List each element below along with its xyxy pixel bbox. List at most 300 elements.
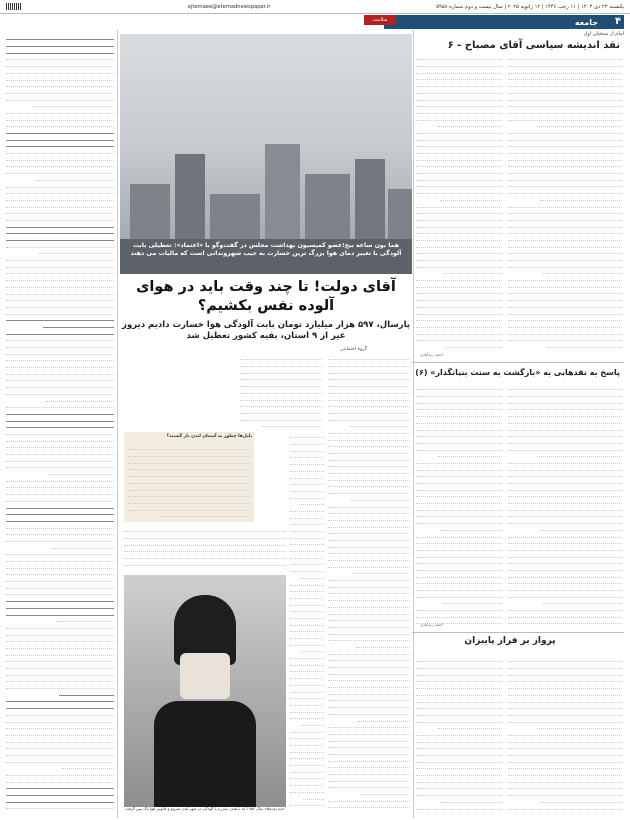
text-line [416,281,502,287]
text-line [416,676,502,682]
text-line [508,208,622,214]
text-line [128,504,250,510]
text-line [416,308,502,314]
text-line [416,154,502,160]
text-line [328,755,410,761]
text-line [128,451,250,457]
text-line [416,551,502,557]
text-line [416,783,502,789]
text-line [290,686,324,692]
text-line [416,295,502,301]
text-line [416,770,502,776]
text-line [290,593,324,599]
text-line [416,730,502,736]
text-line [6,442,114,448]
text-line [508,578,622,584]
text-line [290,465,324,471]
bottom-photo-caption: «مه دوده‌ها» سال ۱۹۵۲ که با هدف مبارزه با آلودگی در شهر لندن شروع و قانونی هوا پاک پس گرفت [125,806,285,811]
text-line [508,391,622,397]
text-line [416,558,502,564]
text-line [6,556,114,562]
text-line [416,511,502,517]
text-line [6,34,114,40]
text-line [508,803,622,809]
text-line [328,762,410,768]
text-line [416,335,502,341]
text-line [416,790,502,796]
text-line [416,545,502,551]
text-line [328,795,410,801]
text-line [540,194,622,200]
text-line [290,807,324,811]
text-line [6,736,114,742]
text-line [416,585,502,591]
text-line [128,491,250,497]
section-title: جامعه [574,17,598,27]
text-line [290,479,324,485]
text-line [508,141,622,147]
text-line [290,579,324,585]
text-line [6,114,114,120]
text-line [508,531,622,537]
text-line [6,409,114,415]
text-line [6,302,114,308]
text-line [416,611,502,617]
text-line [508,328,622,334]
text-line [416,669,502,675]
text-line [6,54,114,60]
text-line [508,571,622,577]
text-line [6,382,114,388]
text-line [328,575,410,581]
text-line [508,464,622,470]
text-line [416,696,502,702]
text-line [508,54,622,60]
text-line [416,424,502,430]
text-line [128,464,250,470]
text-line [6,783,114,789]
text-line [416,438,502,444]
text-line [328,722,410,728]
text-line [508,261,622,267]
text-line [290,599,324,605]
text-line [508,551,622,557]
text-line [508,424,622,430]
text-line [508,504,622,510]
text-line [416,128,502,134]
text-line [508,611,622,617]
text-line [438,723,503,729]
text-line [508,74,622,80]
text-line [416,458,502,464]
main-column-text-3 [290,432,324,810]
text-line [6,790,114,796]
text-line [6,602,114,608]
text-line [290,526,324,532]
text-line [328,682,410,688]
text-line [328,775,410,781]
text-line [416,301,502,307]
text-line [416,663,502,669]
text-line [508,750,622,756]
main-column-text-5 [124,526,286,572]
text-line [508,61,622,67]
text-line [290,679,324,685]
text-line [56,616,114,622]
text-line [443,598,502,604]
right-column-text-5 [508,656,622,812]
text-line [416,241,502,247]
text-line [290,693,324,699]
text-line [290,486,324,492]
text-line [328,615,410,621]
text-line [6,810,114,814]
text-line [508,790,622,796]
text-line [416,328,502,334]
text-line [416,565,502,571]
text-line [290,613,324,619]
left-column-text [6,34,114,814]
text-line [508,458,622,464]
text-line [416,484,502,490]
text-line [6,730,114,736]
text-line [328,769,410,775]
text-line [6,134,114,140]
text-line [6,576,114,582]
text-line [6,776,114,782]
text-line [6,74,114,80]
text-line [328,595,410,601]
text-line [6,121,114,127]
text-line [508,281,622,287]
text-line [290,766,324,772]
text-line [240,354,322,360]
text-line [328,708,410,714]
text-line [290,472,324,478]
text-line [351,494,410,500]
text-line [6,128,114,134]
text-line [6,342,114,348]
text-line [328,401,410,407]
text-line [328,601,410,607]
text-line [416,736,502,742]
text-line [6,435,114,441]
text-line [290,506,324,512]
right-kicker: امام از منتخبان اول [583,31,624,37]
text-line [328,729,410,735]
text-line [290,726,324,732]
text-line [328,608,410,614]
text-line [416,803,502,809]
text-line [6,756,114,762]
text-line [240,401,322,407]
text-line [416,288,502,294]
text-line [416,148,502,154]
text-line [6,422,114,428]
text-line [328,628,410,634]
right-column-text-6 [416,656,502,812]
text-line [508,67,622,73]
text-line [349,421,411,427]
text-line [416,141,502,147]
text-line [445,342,502,348]
text-line [508,689,622,695]
text-line [416,716,502,722]
text-line [508,94,622,100]
text-line [261,421,323,427]
text-line [290,653,324,659]
text-line [6,723,114,729]
text-line [240,428,322,430]
text-line [416,255,502,261]
text-line [361,789,410,795]
text-line [416,703,502,709]
text-line [508,404,622,410]
text-line [328,501,410,507]
text-line [290,619,324,625]
text-line [290,673,324,679]
text-line [416,810,502,812]
text-line [416,101,502,107]
text-line [6,88,114,94]
text-line [6,335,114,341]
divider [412,632,624,633]
text-line [508,114,622,120]
text-line [416,221,502,227]
text-line [328,622,410,628]
text-line [328,468,410,474]
text-line [416,261,502,267]
text-line [508,756,622,762]
text-line [6,562,114,568]
text-line [508,101,622,107]
section-tag-health: سلامت [364,15,396,25]
text-line [6,475,114,481]
text-line [416,411,502,417]
text-line [6,67,114,73]
text-line [508,444,622,450]
date-line: یکشنبه ۲۳ دی ۱۴۰۳ | ۱۱ رجب ۱۴۴۶ | ۱۲ ژانویه ۲۰۲۵ | سال بیست و دوم شماره ۵۹۵۸ [436,3,624,10]
text-line [290,606,324,612]
text-line [416,478,502,484]
text-line [6,362,114,368]
text-line [438,121,503,127]
text-line [6,148,114,154]
text-line [328,648,410,654]
text-line [328,635,410,641]
text-line [508,618,622,624]
text-line [508,275,622,281]
text-line [508,703,622,709]
text-line [508,315,622,321]
text-line [416,404,502,410]
text-line [328,548,410,554]
sidebar-box-title: بلبل‌ها چطور به آسمان لندن باز گشتند؟ [166,434,252,439]
text-line [328,662,410,668]
text-line [508,301,622,307]
text-line [508,585,622,591]
text-line [124,533,286,539]
text-line [416,683,502,689]
text-line [416,228,502,234]
text-line [416,208,502,214]
text-line [416,215,502,221]
text-line [290,445,324,451]
text-line [301,646,324,652]
london-smog-photo [124,575,286,807]
text-line [328,408,410,414]
text-line [416,538,502,544]
text-line [416,188,502,194]
text-line [328,508,410,514]
text-line [328,735,410,741]
text-line [416,471,502,477]
text-line [290,559,324,565]
text-line [508,295,622,301]
text-line [508,348,622,354]
text-line [33,101,114,107]
text-line [416,174,502,180]
text-line [328,394,410,400]
text-line [416,431,502,437]
right-column-text-1 [508,54,622,354]
text-line [303,793,324,799]
text-line [6,709,114,715]
right-column-text-2 [416,54,502,354]
text-line [302,720,324,726]
text-line [508,397,622,403]
text-line [547,342,622,348]
text-line [240,394,322,400]
text-line [508,663,622,669]
text-line [240,408,322,414]
text-line [328,461,410,467]
text-line [6,81,114,87]
text-line [328,481,410,487]
text-line [6,154,114,160]
text-line [328,361,410,367]
text-line [6,522,114,528]
text-line [508,511,622,517]
text-line [328,387,410,393]
text-line [416,656,502,662]
text-line [416,756,502,762]
column-rule [413,30,414,818]
text-line [508,255,622,261]
text-line [290,633,324,639]
text-line [508,241,622,247]
text-line [6,221,114,227]
text-line [508,783,622,789]
text-line [6,649,114,655]
text-line [290,666,324,672]
group-tag: گروه اجتماعی [340,347,367,352]
text-line [508,471,622,477]
text-line [543,268,622,274]
text-line [416,134,502,140]
text-line [508,538,622,544]
text-line [290,532,324,538]
text-line [6,449,114,455]
text-line [290,713,324,719]
text-line [328,374,410,380]
text-line [416,605,502,611]
text-line [52,542,114,548]
text-line [6,208,114,214]
text-line [508,417,622,423]
text-line [128,457,250,463]
text-line [328,702,410,708]
text-line [240,367,322,373]
text-line [6,188,114,194]
text-line [124,566,286,572]
text-line [6,315,114,321]
text-line [6,502,114,508]
text-line [508,154,622,160]
main-headline: آقای دولت! تا چند وقت باید در هوای آلوده نفس بکشیم؟ [136,279,396,314]
text-line [124,553,286,559]
text-line [508,174,622,180]
text-line [43,322,114,328]
text-line [128,484,250,490]
text-line [508,168,622,174]
text-line [328,381,410,387]
text-line [6,803,114,809]
text-line [6,629,114,635]
text-line [124,559,286,565]
text-line [6,536,114,542]
text-line [537,121,623,127]
text-line [6,415,114,421]
text-line [508,716,622,722]
column-rule [117,30,118,818]
text-line [240,387,322,393]
text-line [440,194,502,200]
text-line [416,498,502,504]
text-line [416,750,502,756]
text-line [300,572,324,578]
text-line [416,491,502,497]
main-column-text-2 [240,354,322,430]
text-line [6,509,114,515]
text-line [416,504,502,510]
text-line [328,541,410,547]
text-line [508,384,622,390]
text-line [416,763,502,769]
text-line [537,723,623,729]
text-line [328,528,410,534]
text-line [6,455,114,461]
text-line [290,740,324,746]
text-line [290,659,324,665]
text-line [508,776,622,782]
text-line [6,669,114,675]
text-line [6,328,114,334]
text-line [6,41,114,47]
site-email[interactable]: ejtemaee@etemadnewspaper.ir [187,3,271,10]
text-line [6,268,114,274]
text-line [537,451,623,457]
text-line [290,800,324,806]
text-line [290,700,324,706]
text-line [6,261,114,267]
text-line [36,174,114,180]
text-line [6,61,114,67]
text-line [508,134,622,140]
text-line [416,248,502,254]
text-line [416,74,502,80]
author-2: احمد زیدآبادی [420,622,443,627]
